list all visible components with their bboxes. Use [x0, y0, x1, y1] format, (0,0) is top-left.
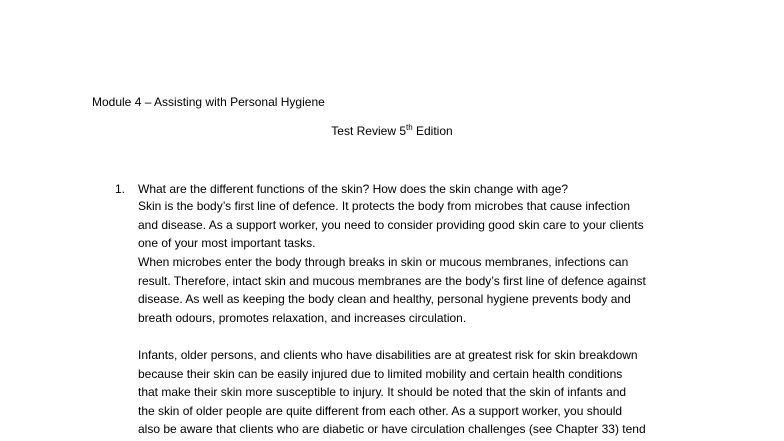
paragraph-line: that make their skin more susceptible to injury. It should be noted that the skin of infants and	[138, 385, 627, 399]
answer-paragraph-1	[138, 197, 708, 253]
test-title-suffix: Edition	[412, 124, 453, 138]
question-text: What are the different functions of the skin? How does the skin change with age?	[138, 182, 569, 196]
answer-paragraph-3	[138, 346, 708, 439]
paragraph-line: one of your most important tasks.	[138, 236, 316, 250]
test-review-title	[0, 123, 784, 139]
paragraph-line: and disease. As a support worker, you need to consider providing good skin care to your clients	[138, 217, 644, 232]
question-number: 1.	[115, 182, 126, 196]
paragraph-line: When microbes enter the body through breaks in skin or mucous membranes, infections can	[138, 255, 629, 269]
module-title: Module 4 – Assisting with Personal Hygiene	[92, 95, 325, 109]
paragraph-line: also be aware that clients who are diabetic or have circulation challenges (see Chapter 33) tend	[138, 422, 646, 436]
test-title-superscript: th	[406, 123, 413, 132]
paragraph-line: result. Therefore, intact skin and mucous membranes are the body’s first line of defence against	[138, 273, 646, 288]
paragraph-line: breath odours, promotes relaxation, and increases circulation.	[138, 310, 467, 325]
paragraph-line: disease. As well as keeping the body clean and healthy, personal hygiene prevents body and	[138, 292, 631, 306]
paragraph-line: Skin is the body’s first line of defence. It protects the body from microbes that cause infection	[138, 199, 631, 213]
test-title-prefix: Test Review 5	[331, 124, 406, 138]
paragraph-line: the skin of older people are quite different from each other. As a support worker, you should	[138, 403, 623, 418]
paragraph-line: Infants, older persons, and clients who have disabilities are at greatest risk for skin breakdown	[138, 348, 638, 362]
paragraph-line: because their skin can be easily injured due to limited mobility and certain health conditions	[138, 366, 623, 381]
answer-paragraph-2	[138, 253, 708, 327]
